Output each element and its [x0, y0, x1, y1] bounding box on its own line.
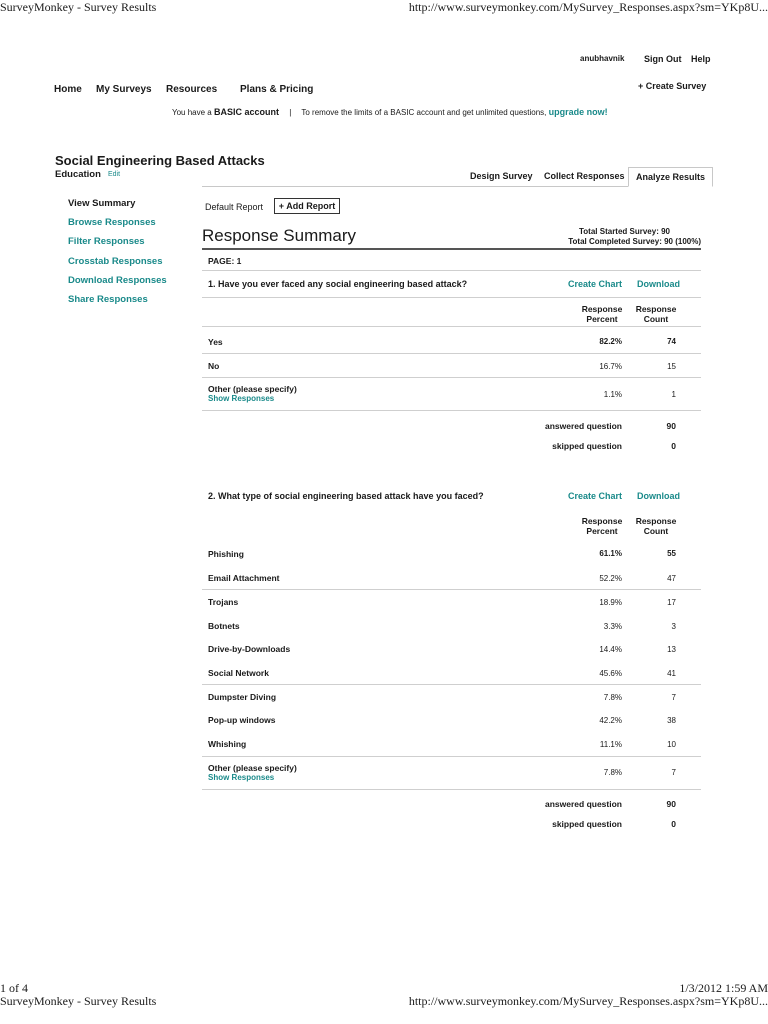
- upgrade-link[interactable]: upgrade now!: [548, 107, 608, 117]
- print-datetime: 1/3/2012 1:59 AM: [679, 981, 768, 995]
- q2-row-count: 41: [667, 669, 676, 678]
- edit-category-link[interactable]: Edit: [108, 171, 121, 178]
- q1-row-count: 1: [671, 390, 676, 399]
- tab-collect-responses[interactable]: Collect Responses: [544, 171, 625, 181]
- q1-row-count: 15: [667, 362, 676, 371]
- default-report-label[interactable]: Default Report: [205, 202, 264, 212]
- total-completed: Total Completed Survey: 90 (100%): [568, 237, 701, 246]
- q2-row-label: Botnets: [208, 621, 240, 631]
- q2-row-label: Other (please specify): [208, 763, 297, 773]
- sidebar-view-summary[interactable]: View Summary: [68, 198, 136, 209]
- row-divider: [202, 410, 701, 411]
- q1-row-percent: 1.1%: [603, 390, 622, 399]
- row-divider: [202, 589, 701, 590]
- sidebar-share-responses[interactable]: Share Responses: [68, 294, 148, 305]
- q2-row-percent: 7.8%: [603, 693, 622, 702]
- q2-row-label: Email Attachment: [208, 573, 280, 583]
- q2-col-response-count: [632, 516, 680, 536]
- q2-row-percent: 18.9%: [599, 598, 622, 607]
- q1-skipped-value: 0: [671, 441, 676, 451]
- q2-row-count: 7: [671, 693, 676, 702]
- q1-header-divider: [202, 326, 701, 327]
- q2-row-percent: 14.4%: [599, 645, 622, 654]
- account-prefix: You have a: [172, 108, 214, 117]
- q1-download-link[interactable]: Download: [637, 279, 680, 289]
- q2-row-count: 10: [667, 740, 676, 749]
- q2-row-percent: 45.6%: [599, 669, 622, 678]
- q2-row-percent: 42.2%: [599, 716, 622, 725]
- tab-design-survey[interactable]: Design Survey: [470, 171, 533, 181]
- username[interactable]: anubhavnik: [580, 54, 625, 63]
- page-divider: [202, 270, 701, 271]
- q2-answered-value: 90: [666, 799, 676, 809]
- create-survey-link[interactable]: + Create Survey: [638, 81, 707, 91]
- add-report-button[interactable]: + Add Report: [274, 198, 340, 214]
- col-header-line: Percent: [586, 526, 618, 536]
- q2-row-percent: 3.3%: [603, 622, 622, 631]
- q2-skipped-label: skipped question: [552, 819, 622, 829]
- q2-row-label: Trojans: [208, 597, 239, 607]
- nav-plans-pricing[interactable]: Plans & Pricing: [240, 84, 314, 95]
- q1-row-percent: 82.2%: [599, 337, 622, 346]
- row-divider: [202, 353, 701, 354]
- sign-out-link[interactable]: Sign Out: [644, 54, 682, 64]
- summary-divider: [202, 248, 701, 250]
- print-page-number: 1 of 4: [0, 981, 28, 995]
- q2-row-count: 3: [671, 622, 676, 631]
- nav-home[interactable]: Home: [54, 84, 82, 95]
- print-page-title: SurveyMonkey - Survey Results: [0, 0, 157, 14]
- q2-row-label: Drive-by-Downloads: [208, 644, 291, 654]
- help-link[interactable]: Help: [691, 54, 711, 64]
- print-url: http://www.surveymonkey.com/MySurvey_Responses.aspx?sm=YKp8U...: [408, 0, 768, 14]
- q1-col-response-count: [632, 304, 680, 324]
- q1-answered-label: answered question: [545, 421, 622, 431]
- q2-row-percent: 61.1%: [599, 549, 622, 558]
- row-divider: [202, 789, 701, 790]
- q2-row-count: 7: [671, 768, 676, 777]
- sidebar-crosstab-responses[interactable]: Crosstab Responses: [68, 256, 163, 267]
- q2-row-label: Pop-up windows: [208, 715, 276, 725]
- nav-resources[interactable]: Resources: [166, 84, 218, 95]
- survey-title: Social Engineering Based Attacks: [55, 153, 265, 168]
- q1-row-count: 74: [667, 337, 676, 346]
- q1-title-divider: [202, 297, 701, 298]
- q2-row-label: Phishing: [208, 549, 244, 559]
- sidebar-download-responses[interactable]: Download Responses: [68, 275, 167, 286]
- q2-row-percent: 7.8%: [603, 768, 622, 777]
- print-page-title-footer: SurveyMonkey - Survey Results: [0, 994, 157, 1008]
- q2-row-label: Social Network: [208, 668, 269, 678]
- nav-my-surveys[interactable]: My Surveys: [96, 84, 152, 95]
- q2-row-percent: 52.2%: [599, 574, 622, 583]
- q2-row-label: Whishing: [208, 739, 247, 749]
- row-divider: [202, 684, 701, 685]
- q1-row-percent: 16.7%: [599, 362, 622, 371]
- q2-answered-label: answered question: [545, 799, 622, 809]
- q2-row-count: 17: [667, 598, 676, 607]
- q2-row-count: 13: [667, 645, 676, 654]
- q2-title: 2. What type of social engineering based attack have you faced?: [208, 491, 484, 501]
- q2-skipped-value: 0: [671, 819, 676, 829]
- col-header-line: Count: [643, 526, 669, 536]
- response-summary-title: Response Summary: [202, 226, 357, 245]
- tab-analyze-results[interactable]: Analyze Results: [628, 167, 713, 187]
- account-type: BASIC account: [213, 107, 279, 117]
- print-url-footer: http://www.surveymonkey.com/MySurvey_Responses.aspx?sm=YKp8U...: [408, 994, 768, 1008]
- row-divider: [202, 377, 701, 378]
- q2-create-chart-link[interactable]: Create Chart: [568, 491, 623, 501]
- q1-show-responses-link[interactable]: Show Responses: [208, 394, 275, 403]
- col-header-line: Response: [581, 516, 623, 526]
- q2-col-response-percent: [578, 516, 626, 536]
- q1-title: 1. Have you ever faced any social engineering based attack?: [208, 279, 468, 289]
- col-header-line: Response: [581, 304, 623, 314]
- q1-create-chart-link[interactable]: Create Chart: [568, 279, 623, 289]
- col-header-line: Percent: [586, 314, 618, 324]
- q2-row-count: 38: [667, 716, 676, 725]
- q1-col-response-percent: [578, 304, 626, 324]
- sidebar-browse-responses[interactable]: Browse Responses: [68, 217, 156, 228]
- q1-row-label: No: [208, 361, 220, 371]
- sidebar-filter-responses[interactable]: Filter Responses: [68, 236, 145, 247]
- q2-row-count: 55: [667, 549, 676, 558]
- col-header-line: Response: [635, 516, 677, 526]
- account-notice: [172, 107, 608, 117]
- page-label: PAGE: 1: [208, 256, 242, 266]
- q2-row-count: 47: [667, 574, 676, 583]
- q1-skipped-label: skipped question: [552, 441, 622, 451]
- survey-category: Education: [55, 169, 101, 180]
- account-separator: |: [289, 108, 292, 117]
- q1-row-label: Yes: [208, 337, 223, 347]
- total-started: Total Started Survey: 90: [579, 227, 670, 236]
- row-divider: [202, 756, 701, 757]
- q1-answered-value: 90: [666, 421, 676, 431]
- col-header-line: Response: [635, 304, 677, 314]
- account-message: To remove the limits of a BASIC account and get unlimited questions,: [301, 108, 547, 117]
- q2-row-label: Dumpster Diving: [208, 692, 277, 702]
- q2-show-responses-link[interactable]: Show Responses: [208, 773, 275, 782]
- col-header-line: Count: [643, 314, 669, 324]
- q2-download-link[interactable]: Download: [637, 491, 680, 501]
- q1-row-label: Other (please specify): [208, 384, 297, 394]
- q2-row-percent: 11.1%: [599, 740, 622, 749]
